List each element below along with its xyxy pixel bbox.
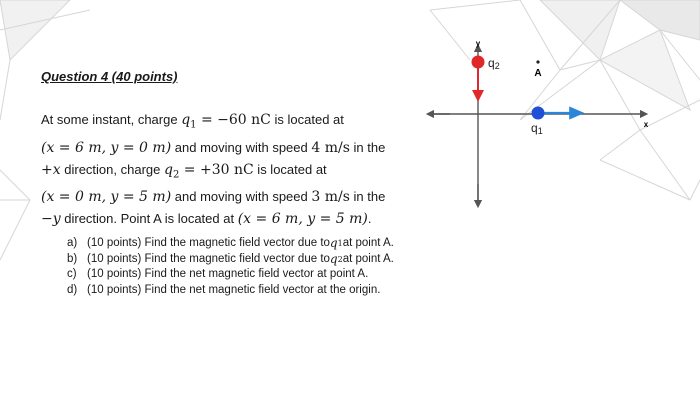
point-a-label: A — [534, 68, 542, 79]
q1-speed: 4 m/s — [311, 139, 350, 156]
part-letter: d) — [67, 283, 78, 296]
q2-direction: −y — [41, 211, 61, 228]
sub-q2: 2 — [172, 169, 180, 181]
part-text: (10 points) Find the magnetic field vector due to — [87, 252, 330, 265]
point-a-marker — [536, 60, 539, 63]
charge-diagram — [420, 34, 660, 214]
problem-line-4 — [41, 186, 431, 208]
problem-line-2 — [41, 137, 431, 159]
part-letter: a) — [67, 237, 78, 249]
q2-position: (x = 0 m, y = 5 m) — [41, 189, 172, 206]
text: At some instant, charge — [41, 112, 182, 127]
part-c — [67, 267, 394, 283]
sub-q1: 1 — [190, 119, 197, 131]
text: . — [367, 211, 372, 227]
problem-line-3 — [41, 159, 431, 187]
problem-line-5 — [41, 208, 431, 230]
part-letter: b) — [67, 252, 78, 265]
part-text: at point A. — [342, 252, 394, 265]
part-text: (10 points) Find the magnetic field vector due to — [87, 237, 330, 249]
part-d — [67, 283, 394, 299]
text: is located at — [270, 112, 344, 127]
part-a — [67, 236, 394, 252]
sub: 2 — [337, 254, 343, 264]
var-q2: q — [163, 161, 173, 178]
question-heading: Question 4 (40 points) — [41, 69, 178, 84]
text: is located at — [253, 161, 327, 177]
q1-position: (x = 6 m, y = 0 m) — [41, 139, 172, 156]
part-text: (10 points) Find the net magnetic field vector at point A. — [87, 268, 369, 280]
part-letter: c) — [67, 268, 77, 280]
q2-value: = +30 nC — [179, 161, 254, 178]
text: and moving with speed — [171, 139, 312, 155]
x-axis-label: x — [643, 120, 649, 129]
part-b — [67, 252, 394, 268]
text: in the — [349, 139, 386, 155]
var-q1: q — [181, 112, 191, 128]
question-parts — [67, 236, 394, 298]
part-text: at point A. — [342, 237, 394, 249]
q1-direction: +x — [41, 161, 61, 178]
text: direction. Point A is located at — [60, 211, 238, 227]
problem-statement — [41, 109, 431, 230]
problem-line-1 — [41, 109, 431, 137]
q2-label: q2 — [488, 56, 500, 71]
q1-label: q1 — [531, 121, 543, 136]
sub: 1 — [337, 239, 343, 248]
text: direction, charge — [60, 161, 164, 177]
part-text: (10 points) Find the net magnetic field vector at the origin. — [87, 283, 381, 296]
point-a-position: (x = 6 m, y = 5 m) — [237, 211, 368, 228]
y-axis-label: y — [475, 39, 481, 48]
text: and moving with speed — [171, 189, 312, 205]
text: in the — [349, 189, 386, 205]
var-q: q — [329, 236, 338, 250]
var-q: q — [329, 251, 338, 266]
q1-value: = −60 nC — [196, 112, 271, 128]
q2-charge — [472, 56, 485, 69]
q1-charge — [532, 107, 545, 120]
q2-speed: 3 m/s — [311, 189, 350, 206]
